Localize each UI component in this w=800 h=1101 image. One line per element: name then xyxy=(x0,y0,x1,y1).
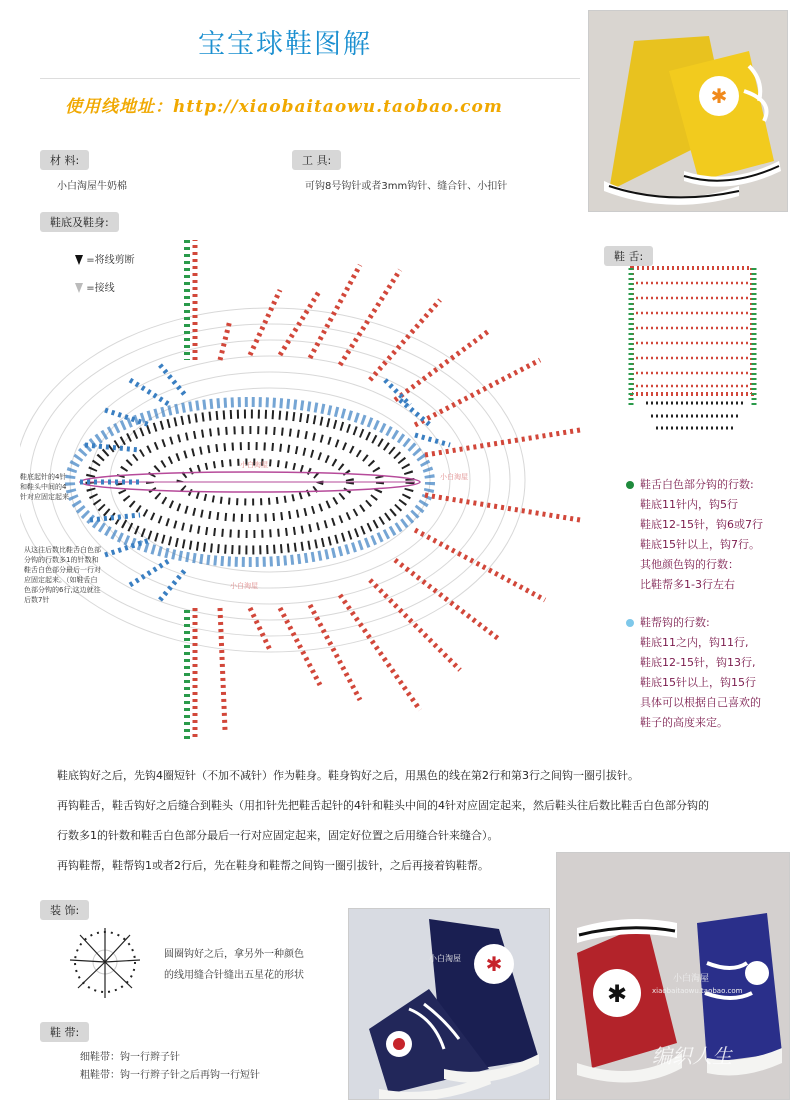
instruction-paragraph: 再钩鞋帮，鞋帮钩1或者2行后，先在鞋身和鞋帮之间钩一圈引拔针，之后再接着钩鞋帮。 xyxy=(57,859,489,872)
sole-body-label: 鞋底及鞋身: xyxy=(40,212,119,232)
legend-white xyxy=(626,475,796,595)
legend-white-line: 鞋底15针以上，钩7行。 xyxy=(640,538,760,551)
photo-watermark-brand-2: 小白淘屋 xyxy=(673,974,710,984)
decoration-text-line1: 圆圈钩好之后，拿另外一种颜色 xyxy=(164,949,304,960)
tongue-crochet-chart xyxy=(626,258,766,448)
side-note-1: 鞋底起针的4针和鞋头中间的4针对应固定起来 xyxy=(20,473,69,501)
legend-white-title: 鞋舌白色部分钩的行数: xyxy=(640,478,754,491)
decoration-circle-chart xyxy=(60,920,150,1005)
legend-upper-line: 鞋子的高度来定。 xyxy=(640,716,728,729)
photo-red-blue-shoes xyxy=(556,852,790,1100)
instruction-paragraph: 鞋底钩好之后，先钩4圈短针（不加不减针）作为鞋身。鞋身钩好之后，用黑色的线在第2行和第3行之间钩一圈引拔针。 xyxy=(57,769,639,782)
instruction-paragraph: 行数多1的针数和鞋舌白色部分最后一行对应固定起来，固定好位置之后用缝合针来缝合）。 xyxy=(57,829,499,842)
photo-navy-shoes xyxy=(348,908,550,1100)
photo-watermark-brand: 小白淘屋 xyxy=(429,954,461,963)
legend-white-line: 比鞋帮多1-3行左右 xyxy=(640,578,735,591)
sole-crochet-chart xyxy=(20,230,600,750)
page-title: 宝宝球鞋图解 xyxy=(198,29,372,60)
photo-watermark-url: xiaobaitaowu.taobao.com xyxy=(652,987,743,995)
legend-white-line: 其他颜色钩的行数： xyxy=(640,558,739,571)
laces-thin: 细鞋带：钩一行辫子针 xyxy=(80,1052,180,1063)
chart-watermark-2: 小白淘屋 xyxy=(440,473,468,481)
legend-upper-line: 鞋底11之内，钩11行, xyxy=(640,636,749,649)
symbol-join-label: =接线 xyxy=(86,283,115,294)
divider xyxy=(40,78,580,79)
symbol-cut-label: =将线剪断 xyxy=(86,255,135,266)
chart-watermark-3: 小白淘屋 xyxy=(230,582,258,590)
tongue-label: 鞋 舌: xyxy=(604,246,653,266)
chart-watermark-1: 小白淘屋 xyxy=(240,461,268,469)
svg-text:✱: ✱ xyxy=(485,952,503,976)
legend-upper-line: 鞋底12-15针，钩13行, xyxy=(640,656,756,669)
legend-upper-line: 具体可以根据自己喜欢的 xyxy=(640,696,761,709)
legend-white-line: 鞋底11针内，钩5行 xyxy=(640,498,738,511)
svg-text:✱: ✱ xyxy=(606,980,628,1008)
decoration-label: 装 饰: xyxy=(40,900,89,920)
laces-thick: 粗鞋带：钩一行辫子针之后再钩一行短针 xyxy=(80,1070,260,1081)
photo-yellow-shoes xyxy=(588,10,788,212)
laces-label: 鞋 带: xyxy=(40,1022,89,1042)
legend-white-title-row xyxy=(626,475,796,495)
side-note-2: 从这往后数比鞋舌白色部分钩的行数多1的针数和鞋舌白色部分最后一行对应固定起来。（如鞋舌白色部分钩的6行,这边就往后数7针 xyxy=(24,546,101,604)
instruction-paragraph: 再钩鞋舌，鞋舌钩好之后缝合到鞋头（用扣针先把鞋舌起针的4针和鞋头中间的4针对应固定起来，然后鞋头往后数比鞋舌白色部分钩的 xyxy=(57,799,709,812)
site-watermark: 编织人生 xyxy=(652,1044,732,1068)
svg-text:✱: ✱ xyxy=(710,84,728,108)
legend-white-line: 鞋底12-15针，钩6或7行 xyxy=(640,518,763,531)
materials-text: 小白淘屋牛奶棉 xyxy=(57,181,127,192)
blue-dot-icon xyxy=(626,619,634,627)
green-dot-icon xyxy=(626,481,634,489)
tools-label: 工 具: xyxy=(292,150,341,170)
legend-upper xyxy=(626,613,796,733)
legend-upper-title: 鞋帮钩的行数: xyxy=(640,616,710,629)
decoration-text-line2: 的线用缝合针缝出五星花的形状 xyxy=(164,970,304,981)
legend-upper-title-row xyxy=(626,613,796,633)
materials-label: 材 料: xyxy=(40,150,89,170)
tools-text: 可钩8号钩针或者3mm钩针、缝合针、小扣针 xyxy=(305,181,508,192)
shop-line: 使用线地址：http://xiaobaitaowu.taobao.com xyxy=(65,97,503,117)
legend-upper-line: 鞋底15针以上，钩15行 xyxy=(640,676,756,689)
